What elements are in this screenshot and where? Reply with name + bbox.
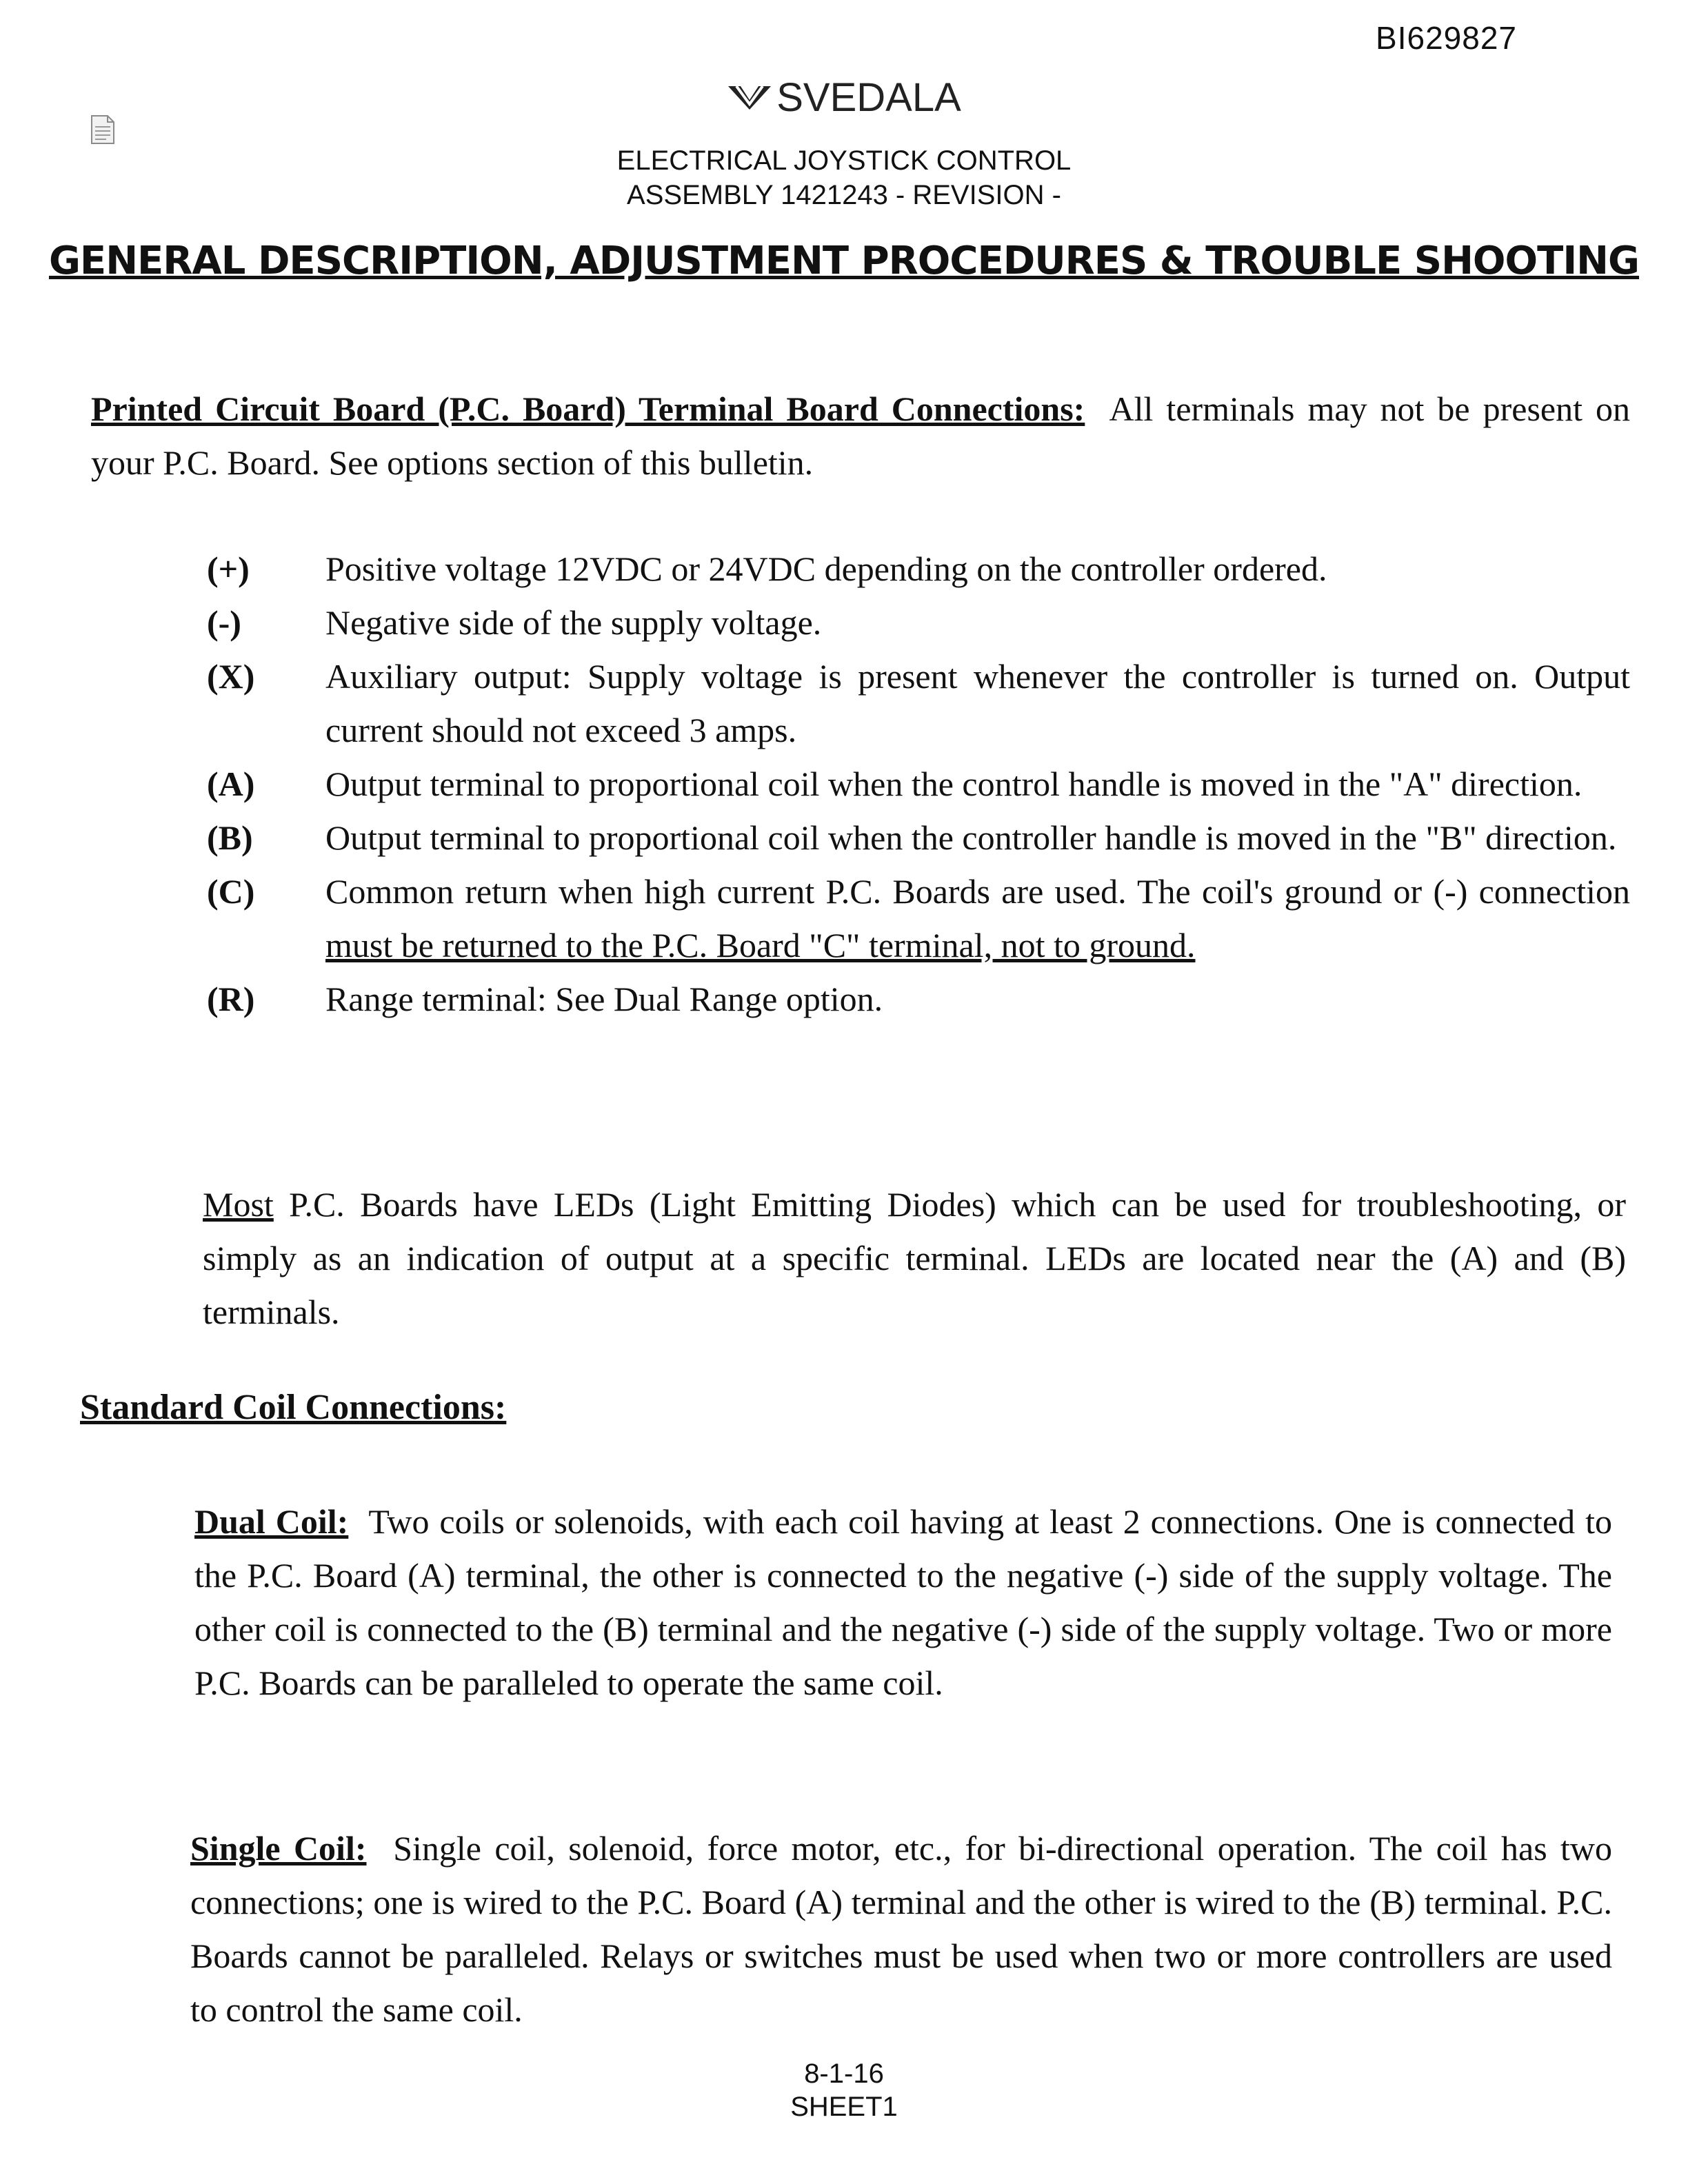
list-item <box>207 972 1630 1026</box>
terminal-description: Auxiliary output: Supply voltage is present whenever the controller is turned on. Output current should not exceed 3 amps. <box>325 657 1630 749</box>
list-item <box>207 596 1630 649</box>
logo-text: SVEDALA <box>776 75 961 120</box>
subtitle-line-1: ELECTRICAL JOYSTICK CONTROL <box>616 145 1072 176</box>
terminal-code: (C) <box>207 872 255 911</box>
terminal-code: (A) <box>207 765 255 803</box>
single-coil-heading: Single Coil: <box>190 1829 367 1868</box>
pcb-connections-paragraph <box>91 382 1630 489</box>
dual-coil-paragraph <box>194 1495 1612 1710</box>
svedala-logo-icon <box>727 83 772 111</box>
footer-date: 8-1-16 <box>804 2059 884 2089</box>
list-item <box>207 542 1630 596</box>
list-item <box>207 865 1630 972</box>
footer-sheet: SHEET1 <box>790 2092 898 2122</box>
document-id: BI629827 <box>1376 20 1517 56</box>
terminal-warning-text: must be returned to the P.C. Board "C" terminal, not to ground. <box>325 926 1196 964</box>
terminal-list <box>207 542 1630 1026</box>
list-item <box>207 649 1630 757</box>
terminal-code: (R) <box>207 980 255 1018</box>
terminal-code: (+) <box>207 549 250 588</box>
pcb-connections-text: All terminals may not be present on your P.C. Board. See options section of this bulletin. <box>91 390 1630 482</box>
pcb-connections-heading: Printed Circuit Board (P.C. Board) Terminal Board Connections: <box>91 390 1085 428</box>
list-item <box>207 757 1630 811</box>
section-heading: Standard Coil Connections: <box>80 1388 507 1427</box>
document-subtitle <box>0 143 1688 212</box>
led-note-lead: Most <box>203 1185 274 1224</box>
led-note-paragraph <box>203 1177 1626 1339</box>
terminal-code: (-) <box>207 603 241 642</box>
terminal-description: Negative side of the supply voltage. <box>325 603 822 642</box>
terminal-code: (X) <box>207 657 255 696</box>
company-logo <box>0 74 1688 121</box>
terminal-code: (B) <box>207 818 253 857</box>
terminal-description: Range terminal: See Dual Range option. <box>325 980 883 1018</box>
list-item <box>207 811 1630 865</box>
terminal-description <box>325 865 1630 972</box>
dual-coil-heading: Dual Coil: <box>194 1502 349 1541</box>
page-footer <box>0 2057 1688 2123</box>
subtitle-line-2: ASSEMBLY 1421243 - REVISION - <box>627 180 1061 210</box>
terminal-description-text: Common return when high current P.C. Boards are used. The coil's ground or (-) connection <box>325 872 1630 911</box>
single-coil-paragraph <box>190 1821 1612 2036</box>
led-note-text: P.C. Boards have LEDs (Light Emitting Diodes) which can be used for troubleshooting, or simply as an indication of output at a specific terminal. LEDs are located near the (A) and (B) terminals. <box>203 1185 1626 1331</box>
terminal-description: Output terminal to proportional coil when the control handle is moved in the "A" direction. <box>325 765 1582 803</box>
page-title: GENERAL DESCRIPTION, ADJUSTMENT PROCEDURES & TROUBLE SHOOTING <box>48 239 1640 283</box>
terminal-description: Output terminal to proportional coil when the controller handle is moved in the "B" direction. <box>325 818 1617 857</box>
single-coil-text: Single coil, solenoid, force motor, etc., for bi-directional operation. The coil has two connections; one is wired to the P.C. Board (A) terminal and the other is wired to the (B) terminal. P.C. Boards cannot be paralleled. Relays or switches must be used when two or more controllers are used to control the same coil. <box>190 1829 1613 2029</box>
dual-coil-text: Two coils or solenoids, with each coil having at least 2 connections. One is connected to the P.C. Board (A) terminal, the other is connected to the negative (-) side of the supply voltage. The other coil is connected to the (B) terminal and the negative (-) side of the supply voltage. Two or more P.C. Boards can be paralleled to operate the same coil. <box>194 1502 1612 1702</box>
terminal-description: Positive voltage 12VDC or 24VDC depending on the controller ordered. <box>325 549 1327 588</box>
